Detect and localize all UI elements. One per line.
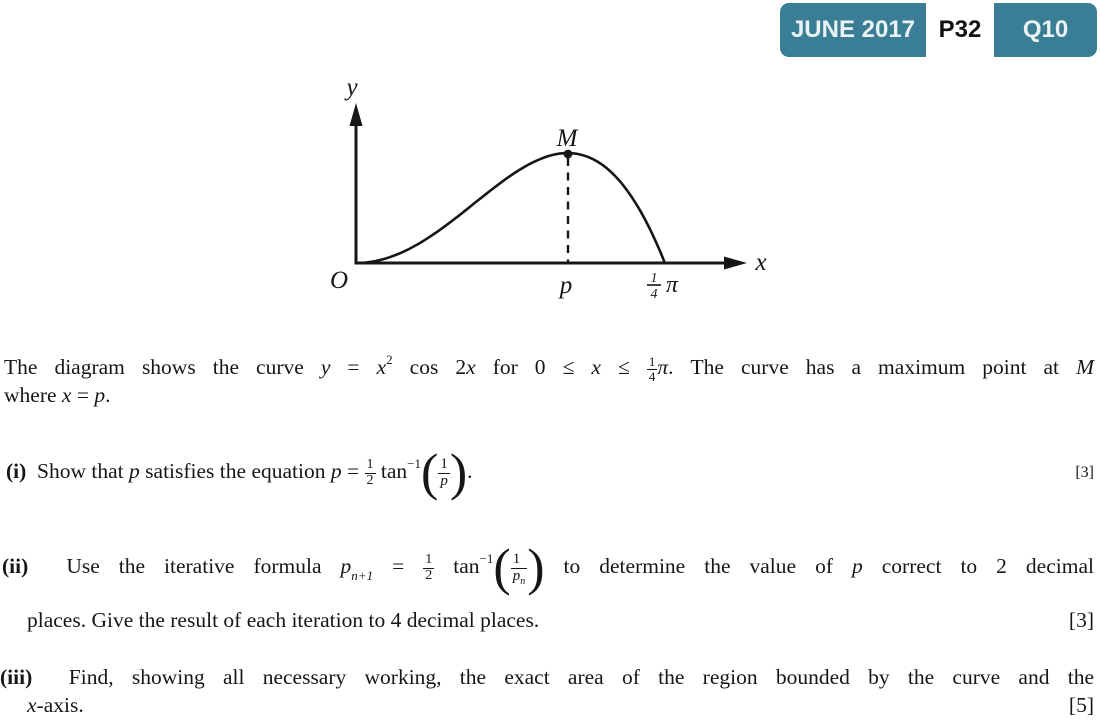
- quarter-pi-label: [647, 271, 679, 302]
- part-i-label: (i): [6, 458, 27, 483]
- frac-num: 1: [366, 456, 374, 472]
- intro-line-1: [4, 353, 1094, 383]
- tan-function: tan: [434, 553, 480, 578]
- var-M: M: [1076, 355, 1094, 379]
- half-fraction: [423, 553, 434, 583]
- pi-symbol: π: [665, 272, 679, 298]
- x-axis-arrow-icon: [724, 257, 747, 270]
- x-axis-label: x: [755, 249, 767, 276]
- one-over-pn-fraction: [511, 552, 528, 585]
- period: .: [105, 383, 111, 407]
- frac-den: 4: [648, 368, 656, 384]
- pi-symbol: π: [657, 355, 669, 379]
- intro-eq: =: [330, 355, 377, 379]
- equals: =: [373, 553, 424, 578]
- part-iii-label: (iii): [0, 665, 33, 689]
- part-i-marks: [3]: [1075, 464, 1094, 481]
- max-point-label: M: [556, 125, 578, 152]
- curve-diagram: [320, 70, 780, 305]
- part-i-row: [2, 438, 1094, 508]
- frac-den: [511, 568, 528, 585]
- y-axis-arrow-icon: [350, 103, 363, 126]
- var-x: x: [591, 355, 601, 379]
- close-paren: ): [527, 539, 545, 596]
- part-iii-marks: [5]: [1068, 693, 1094, 717]
- equals: =: [341, 458, 365, 483]
- exam-badge: [780, 3, 1097, 57]
- var-x: x: [466, 355, 476, 379]
- gap: [32, 665, 69, 689]
- intro-text: The diagram shows the curve: [4, 355, 321, 379]
- p-tick-label: p: [559, 272, 573, 299]
- intro-text: where: [4, 383, 62, 407]
- part-ii-text: places. Give the result of each iteration to 4 decimal places.: [27, 608, 540, 632]
- subscript-n-plus-1: n+1: [351, 567, 374, 583]
- frac-num: 1: [425, 551, 433, 567]
- part-ii-text: to determine the value of: [544, 553, 852, 578]
- part-ii-content: [2, 539, 1094, 596]
- intro-range: for 0 ≤: [475, 355, 592, 379]
- frac-num: 1: [512, 550, 521, 567]
- frac-num: 1: [440, 455, 448, 472]
- intro-text: . The curve has a maximum point at: [668, 355, 1077, 379]
- inverse-exponent: −1: [479, 550, 494, 566]
- half-fraction: [365, 458, 376, 488]
- var-p: p: [852, 553, 863, 578]
- subscript-n: n: [520, 575, 526, 587]
- curve-path: [356, 153, 665, 263]
- part-iii-line-1: [0, 663, 1094, 691]
- close-paren: ): [449, 444, 468, 501]
- frac-denominator: 4: [650, 287, 658, 302]
- intro-cos: cos 2: [392, 355, 467, 379]
- var-x: x: [27, 693, 37, 717]
- open-paren: (: [493, 539, 511, 596]
- intro-leq: ≤: [600, 355, 647, 379]
- part-i-text: satisfies the equation: [139, 458, 331, 483]
- gap: [28, 554, 66, 578]
- part-i-text: Show that: [37, 458, 130, 483]
- exponent-2: 2: [386, 352, 393, 367]
- var-p: p: [512, 567, 521, 584]
- tan-function: tan: [375, 458, 408, 483]
- frac-den: 2: [366, 472, 374, 488]
- var-p: p: [94, 383, 106, 407]
- part-iii-line-2: [27, 691, 1094, 719]
- intro-line-2: [4, 381, 1094, 409]
- var-p: p: [129, 458, 140, 483]
- inverse-exponent: −1: [407, 455, 421, 471]
- gap: [26, 459, 37, 483]
- frac-numerator: 1: [650, 271, 658, 286]
- part-ii-label: (ii): [2, 553, 29, 578]
- var-p: p: [330, 458, 342, 483]
- open-paren: (: [421, 444, 439, 501]
- part-i-content: [2, 444, 473, 501]
- y-axis-label: y: [346, 74, 358, 101]
- frac-den: p: [440, 472, 448, 489]
- origin-label: O: [329, 267, 349, 294]
- badge-paper-label: P32: [926, 3, 994, 57]
- intro-eq: =: [71, 383, 95, 407]
- var-x: x: [376, 355, 387, 379]
- frac-num: 1: [648, 353, 656, 369]
- part-ii-row: [2, 528, 1094, 608]
- part-ii-marks: [3]: [1068, 608, 1094, 632]
- quarter-fraction: [647, 355, 658, 383]
- part-ii-text: Use the iterative formula: [66, 553, 341, 578]
- var-p: p: [340, 553, 352, 578]
- part-ii-text: correct to 2 decimal: [862, 553, 1094, 578]
- frac-den: 2: [425, 567, 433, 583]
- badge-session-label: JUNE 2017: [780, 3, 926, 57]
- period: .: [467, 458, 473, 483]
- badge-question-label: Q10: [994, 3, 1097, 57]
- var-y: y: [320, 355, 331, 379]
- part-iii-text: Find, showing all necessary working, the exact area of the region bounded by the curve and the: [68, 665, 1094, 689]
- var-x: x: [61, 383, 72, 407]
- part-iii-text: -axis.: [36, 693, 84, 717]
- one-over-p-fraction: [438, 457, 450, 490]
- part-ii-line-2: [27, 606, 1094, 634]
